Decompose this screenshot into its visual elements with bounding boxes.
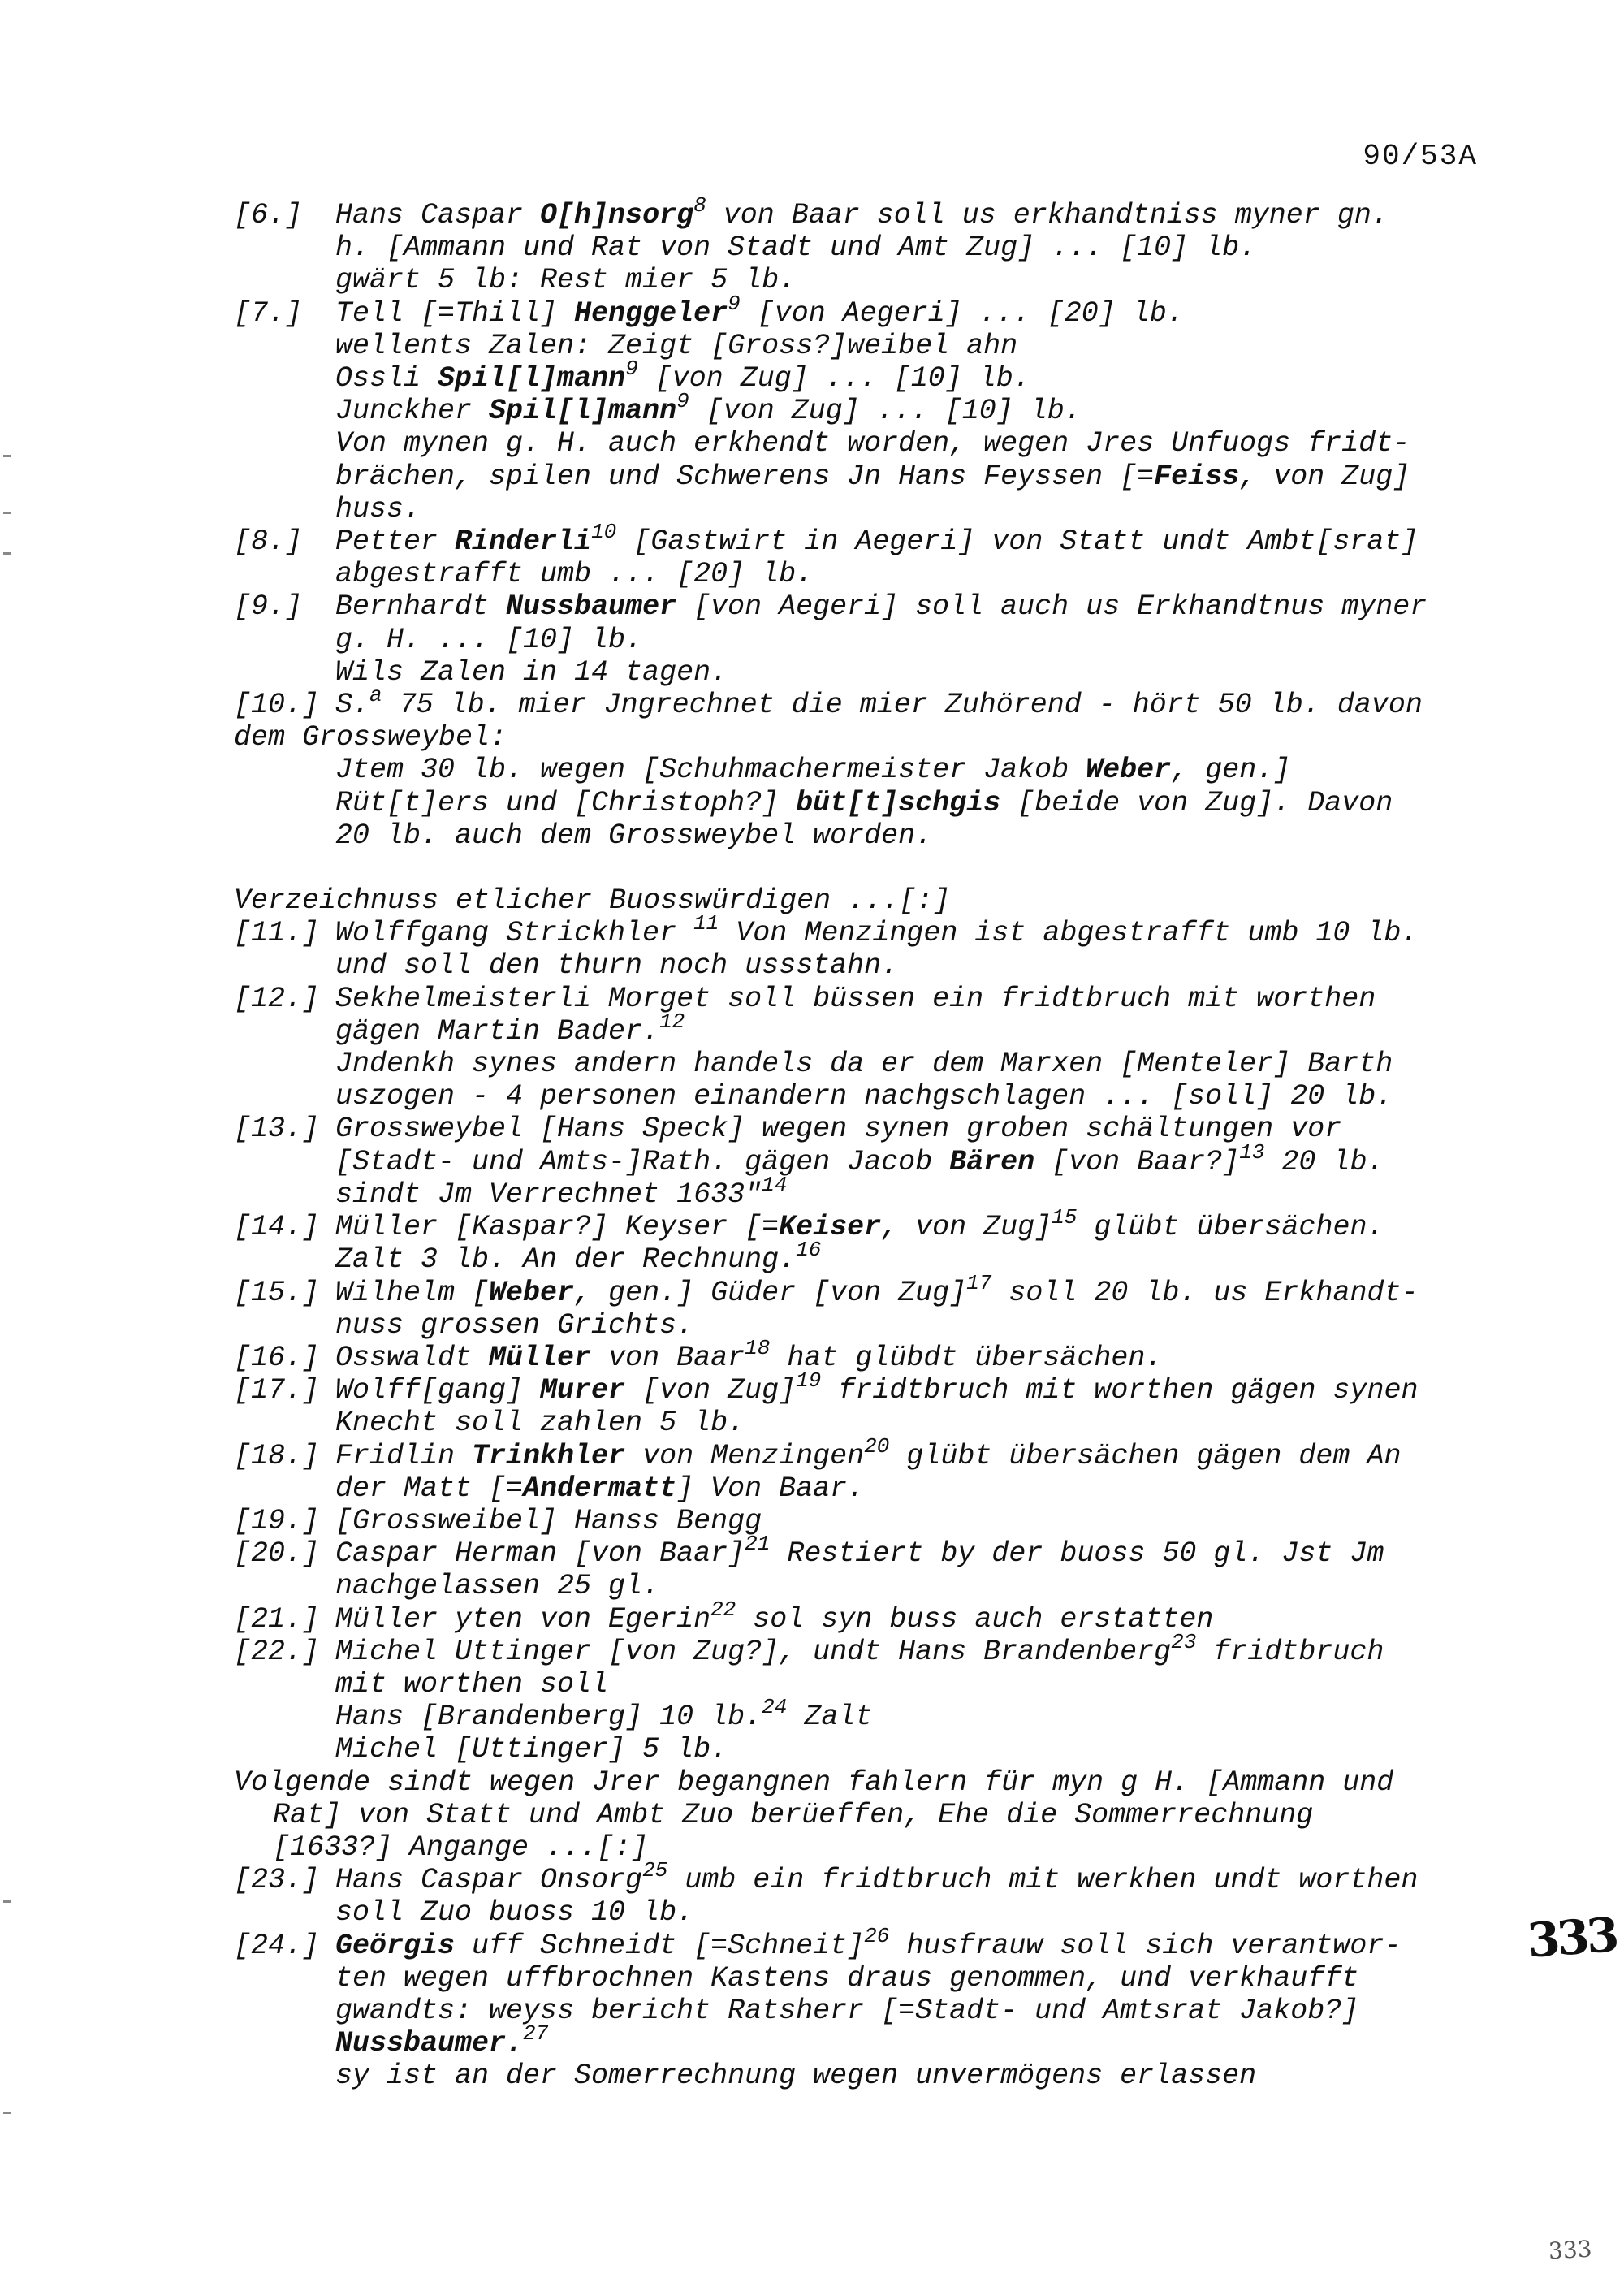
entry-line: mit worthen soll xyxy=(335,1667,609,1701)
entry-line: Michel [Uttinger] 5 lb. xyxy=(335,1733,728,1766)
entry-line: Fridlin Trinkhler von Menzingen$^{20}$ glübt übersächen gägen dem An xyxy=(335,1433,1402,1472)
entry-line: der Matt [=Andermatt] Von Baar. xyxy=(335,1472,865,1505)
left-margin-marks xyxy=(0,455,19,2241)
entry-line: Hans [Brandenberg] 10 lb.$^{24}$ Zalt xyxy=(335,1695,873,1734)
transcription-body xyxy=(234,193,1484,2093)
entry-line: Bernhardt Nussbaumer [von Aegeri] soll auch us Erkhandtnus myner xyxy=(335,590,1427,624)
entry-line: Wils Zalen in 14 tagen. xyxy=(335,655,728,689)
entry xyxy=(234,1923,1484,2093)
entry-line: gwandts: weyss bericht Ratsherr [=Stadt- und Amtsrat Jakob?] xyxy=(335,1994,1359,2027)
entry-line: Sekhelmeisterli Morget soll büssen ein fridtbruch mit worthen xyxy=(335,982,1376,1015)
entry-line: h. [Ammann und Rat von Stadt und Amt Zug] ... [10] lb. xyxy=(335,231,1257,265)
entry xyxy=(234,983,1484,1113)
entry-line: Caspar Herman [von Baar]$^{21}$ Restiert by der buoss 50 gl. Jst Jm xyxy=(335,1532,1384,1571)
entry-line: Rüt[t]ers und [Christoph?] büt[t]schgis [beide von Zug]. Davon xyxy=(335,786,1393,819)
entry xyxy=(234,1505,1484,1537)
entry xyxy=(234,1597,1484,1636)
entry-line: Grossweybel [Hans Speck] wegen synen groben schältungen vor xyxy=(335,1113,1342,1146)
entry xyxy=(234,683,1484,722)
entry-line: Hans Caspar Onsorg$^{25}$ umb ein fridtbruch mit werkhen undt worthen xyxy=(335,1858,1419,1897)
entry-number: [16.] xyxy=(234,1341,320,1374)
entry-line: huss. xyxy=(335,492,421,525)
entry xyxy=(234,193,1484,297)
entry-line: Müller [Kaspar?] Keyser [=Keiser, von Zug]$^{15}$ glübt übersächen. xyxy=(335,1205,1384,1244)
entry-number: [23.] xyxy=(234,1864,320,1897)
entry xyxy=(234,1433,1484,1505)
entry-line: brächen, spilen und Schwerens Jn Hans Feyssen [=Feiss, von Zug] xyxy=(335,460,1410,493)
entry-line: S.$^a$ 75 lb. mier Jngrechnet die mier Zuhörend - hört 50 lb. davon xyxy=(335,683,1423,722)
entry-line: gägen Martin Bader.$^{12}$ xyxy=(335,1009,685,1048)
handwritten-note: 333 xyxy=(1547,2235,1592,2265)
entry-number: [20.] xyxy=(234,1537,320,1571)
entry xyxy=(234,1270,1484,1342)
entry-line: Müller yten von Egerin$^{22}$ sol syn buss auch erstatten xyxy=(335,1597,1214,1636)
entry-line: Wilhelm [Weber, gen.] Güder [von Zug]$^{17}$ soll 20 lb. us Erkhandt- xyxy=(335,1270,1419,1309)
entry-number: [24.] xyxy=(234,1929,320,1962)
entry-line: Wolff[gang] Murer [von Zug]$^{19}$ fridtbruch mit worthen gägen synen xyxy=(335,1368,1419,1407)
section-title: Verzeichnuss etlicher Buosswürdigen ...[:] xyxy=(234,884,951,918)
entry-number: [9.] xyxy=(234,590,303,624)
entry-line: Osswaldt Müller von Baar$^{18}$ hat glübdt übersächen. xyxy=(335,1335,1163,1374)
entry-line: Nussbaumer.$^{27}$ xyxy=(335,2021,549,2060)
entry-line: soll Zuo buoss 10 lb. xyxy=(335,1896,694,1930)
entry-line-outdent: dem Grossweybel: xyxy=(234,721,508,754)
entry-line: Tell [=Thill] Henggeler$^9$ [von Aegeri] ... [20] lb. xyxy=(335,291,1184,330)
entry-line: [Stadt- und Amts-]Rath. gägen Jacob Bären [von Baar?]$^{13}$ 20 lb. xyxy=(335,1139,1384,1178)
entry xyxy=(234,1205,1484,1277)
section-intro: Volgende sindt wegen Jrer begangnen fahlern für myn g H. [Ammann und xyxy=(234,1766,1394,1799)
entry xyxy=(234,590,1484,689)
entry-line: Hans Caspar O[h]nsorg$^8$ von Baar soll us erkhandtniss myner gn. xyxy=(335,193,1389,231)
entry-line: Michel Uttinger [von Zug?], undt Hans Brandenberg$^{23}$ fridtbruch xyxy=(335,1629,1384,1668)
entry-line: ten wegen uffbrochnen Kastens draus genommen, und verkhaufft xyxy=(335,1961,1359,1995)
entry-line: gwärt 5 lb: Rest mier 5 lb. xyxy=(335,264,797,297)
entry-number: [21.] xyxy=(234,1602,320,1636)
entry-number: [15.] xyxy=(234,1276,320,1309)
entry-line: uszogen - 4 personen einandern nachgschlagen ... [soll] 20 lb. xyxy=(335,1080,1393,1113)
entry-line: wellents Zalen: Zeigt [Gross?]weibel ahn xyxy=(335,329,1018,362)
entry xyxy=(234,911,1484,983)
entry-number: [7.] xyxy=(234,296,303,330)
entry-line: abgestrafft umb ... [20] lb. xyxy=(335,558,814,591)
entry xyxy=(234,1368,1484,1440)
page-reference: 90/53A xyxy=(1363,140,1478,173)
entry-line: Wolffgang Strickhler $^{11}$ Von Menzingen ist abgestrafft umb 10 lb. xyxy=(335,911,1419,950)
entry xyxy=(234,1335,1484,1374)
entry xyxy=(234,291,1484,525)
entry-line: Knecht soll zahlen 5 lb. xyxy=(335,1407,745,1440)
entry-number: [8.] xyxy=(234,525,303,559)
entry-line: Geörgis uff Schneidt [=Schneit]$^{26}$ husfrauw soll sich verantwor- xyxy=(335,1923,1402,1962)
entry-line: Zalt 3 lb. An der Rechnung.$^{16}$ xyxy=(335,1238,822,1277)
entry-number: [11.] xyxy=(234,917,320,950)
entry-number: [6.] xyxy=(234,199,303,231)
entry-line: Junckher Spil[l]mann$^9$ [von Zug] ... [10] lb. xyxy=(335,389,1082,428)
entry-line: [Grossweibel] Hanss Bengg xyxy=(335,1504,762,1537)
entry-line: Jndenkh synes andern handels da er dem Marxen [Menteler] Barth xyxy=(335,1048,1393,1081)
section-intro-line: Rat] von Statt und Ambt Zuo berüeffen, Ehe die Sommerrechnung xyxy=(273,1798,1314,1831)
entry xyxy=(234,1629,1484,1766)
entry-line: Jtem 30 lb. wegen [Schuhmachermeister Jakob Weber, gen.] xyxy=(335,754,1291,787)
entry xyxy=(234,1113,1484,1211)
entry-line: nuss grossen Grichts. xyxy=(335,1308,694,1342)
entry-number: [10.] xyxy=(234,689,320,722)
entry-line: nachgelassen 25 gl. xyxy=(335,1570,660,1603)
entry-line: 20 lb. auch dem Grossweybel worden. xyxy=(335,819,933,852)
entry-number: [19.] xyxy=(234,1504,320,1537)
entry-line: g. H. ... [10] lb. xyxy=(335,623,643,656)
entry-number: [13.] xyxy=(234,1113,320,1146)
section-gap xyxy=(234,852,1484,884)
entry xyxy=(234,1858,1484,1930)
entry-line: Ossli Spil[l]mann$^9$ [von Zug] ... [10] lb. xyxy=(335,357,1030,396)
entry-continued xyxy=(234,754,1484,852)
entry-number: [14.] xyxy=(234,1211,320,1244)
entry-line: Petter Rinderli$^{10}$ [Gastwirt in Aegeri] von Statt undt Ambt[srat] xyxy=(335,520,1419,559)
entry-number: [17.] xyxy=(234,1374,320,1407)
entry-line: sindt Jm Verrechnet 1633"$^{14}$ xyxy=(335,1172,788,1211)
entry-number: [12.] xyxy=(234,982,320,1015)
entry-line: und soll den thurn noch ussstahn. xyxy=(335,949,899,983)
handwritten-page-number: 333 xyxy=(1525,1907,1618,1969)
entry-line: Von mynen g. H. auch erkhendt worden, wegen Jres Unfuogs fridt- xyxy=(335,427,1410,460)
entry-number: [18.] xyxy=(234,1439,320,1472)
entry xyxy=(234,1532,1484,1603)
entry-line: sy ist an der Somerrechnung wegen unvermögens erlassen xyxy=(335,2060,1257,2093)
entry xyxy=(234,520,1484,591)
entry-number: [22.] xyxy=(234,1635,320,1668)
section-intro-line: [1633?] Angange ...[:] xyxy=(273,1831,649,1864)
